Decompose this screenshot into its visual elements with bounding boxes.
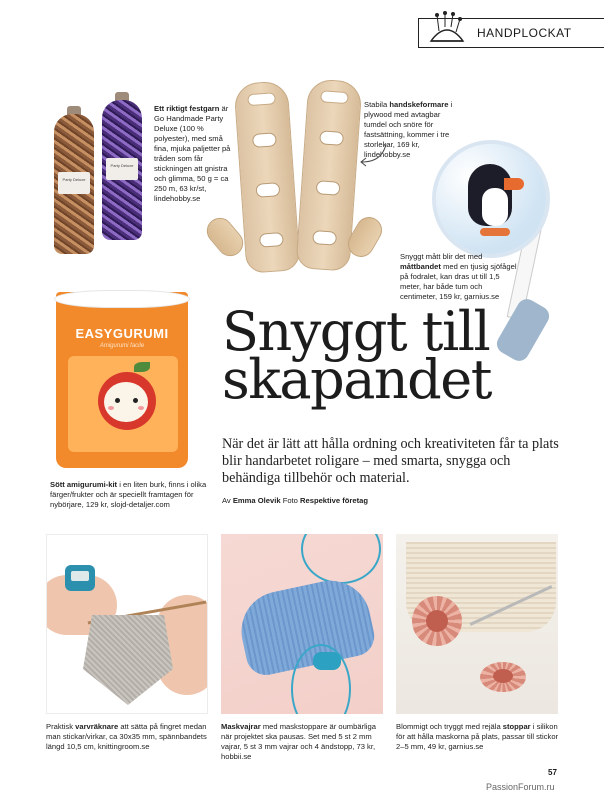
- caption-stoppers: [221, 722, 383, 762]
- caption-yarn-text: är Go Handmade Party Deluxe (100 % polyester), med små fina, mjuka paljetter på tråden som får stickningen att gnistra och glimma, 50 g = ca 250 m, 63 kr/st, lindehobby.se: [154, 104, 231, 203]
- flower-center: [493, 669, 513, 683]
- caption-stoppers-text: med maskstoppare är oumbärliga när projektet ska pausas. Set med 5 st 2 mm vajrar, 5 st 3 mm vajrar och 4 ändstopp, 73 kr, hobbii.se: [221, 722, 376, 761]
- pincushion-icon: [425, 11, 469, 45]
- row-counter-window: [71, 571, 89, 581]
- caption-tape-text: med en tjusig sjöfågel på fodralet, kan dras ut till 1,5 meter, har både tum och centimeter, 159 kr, garnius.se: [400, 262, 517, 301]
- cable-cord: [301, 534, 381, 584]
- caption-flowers-text: i silikon för att hålla maskorna på plats, passar till stickor 2–5 mm, 49 kr, garnius.se: [396, 722, 559, 751]
- sheep-cutout: [255, 182, 280, 198]
- caption-counter-text: att sätta på fingret medan man stickar/virkar, ca 30x35 mm, spännbandets längd 10,5 cm, knittingroom.se: [46, 722, 207, 751]
- article-lead: När det är lätt att hålla ordning och kreativiteten får ta plats blir handarbetet roligare – med smarta, snygga och behändiga tillbehör och material.: [222, 436, 559, 486]
- cable-stopper: [313, 652, 341, 670]
- amigurumi-cheek: [108, 406, 114, 410]
- article-headline: [222, 300, 582, 411]
- caption-kit-text: i en liten burk, finns i olika färger/frukter och är speciellt framtagen för nybörjare, 129 kr, slojd-detaljer.com: [50, 480, 207, 509]
- former-slot: [247, 92, 276, 106]
- byline-prefix: Av: [222, 496, 231, 505]
- byline-author: Emma Olevik: [232, 496, 281, 505]
- caption-flowers-pre: Blommigt och tryggt med rejäla: [396, 722, 503, 731]
- puffin-measuring-tape: [432, 140, 550, 258]
- amigurumi-face: [104, 382, 148, 422]
- caption-tape-pre: Snyggt mått blir det med: [400, 252, 483, 261]
- headline-line-1: Snyggt till: [222, 300, 490, 363]
- former-slot: [320, 90, 349, 104]
- yarn-label: Party Deluxe: [106, 158, 138, 180]
- caption-tape: [400, 252, 520, 302]
- tub-lid: [54, 290, 190, 308]
- caption-flowers: [396, 722, 560, 752]
- flower-center: [426, 610, 448, 632]
- watermark: PassionForum.ru: [486, 782, 555, 792]
- grey-knitting: [83, 615, 173, 705]
- section-label: HANDPLOCKAT: [477, 26, 572, 40]
- caption-formers-text: i plywood med avtagbar tumdel och snöre för fastsättning, kommer i tre storlekar, 169 kr, lindehobby.se: [364, 100, 453, 159]
- yarn-cone-copper: [54, 114, 94, 254]
- puffin-beak: [504, 178, 524, 190]
- page-number: 57: [548, 768, 557, 777]
- yarn-cone-purple: [102, 100, 142, 240]
- former-thumb-left: [202, 213, 249, 262]
- section-header: [418, 18, 604, 48]
- photo-row-counter: [46, 534, 208, 714]
- byline-photographer: Respektive företag: [300, 496, 368, 505]
- caption-kit: [50, 480, 216, 510]
- caption-flowers-bold: stoppar: [502, 722, 531, 731]
- caption-tape-bold: måttbandet: [400, 262, 441, 271]
- caption-stoppers-bold: Maskvajrar: [221, 722, 261, 731]
- caption-kit-bold: Sött amigurumi-kit: [50, 480, 118, 489]
- sheep-cutout: [259, 232, 284, 248]
- caption-counter-bold: varvräknare: [75, 722, 119, 731]
- caption-formers-bold: handskeformare: [389, 100, 449, 109]
- apple-leaf: [134, 362, 150, 372]
- caption-yarn-bold: Ett riktigt festgarn: [154, 104, 220, 113]
- byline: [222, 496, 368, 505]
- amigurumi-eye: [133, 398, 138, 403]
- caption-yarn: [154, 104, 238, 204]
- caption-formers-pre: Stabila: [364, 100, 390, 109]
- puffin-foot: [480, 228, 510, 236]
- sheep-cutout: [252, 132, 277, 148]
- photo-flower-stoppers: [396, 534, 558, 714]
- yarn-label: Party Deluxe: [58, 172, 90, 194]
- photo-cable-stoppers: [221, 534, 383, 714]
- caption-counter: [46, 722, 208, 752]
- puffin-belly: [482, 188, 508, 226]
- amigurumi-eye: [115, 398, 120, 403]
- caption-counter-pre: Praktisk: [46, 722, 76, 731]
- amigurumi-cheek: [138, 406, 144, 410]
- sheep-cutout: [312, 230, 337, 246]
- arrow-icon: [356, 142, 390, 168]
- sheep-cutout: [316, 180, 341, 196]
- tub-subtitle: Amigurumi facile: [99, 343, 145, 349]
- tub-title: EASYGURUMI: [75, 326, 169, 341]
- sheep-cutout: [319, 130, 344, 146]
- headline-line-2: skapandet: [222, 348, 491, 411]
- byline-photo-prefix: Foto: [282, 496, 298, 505]
